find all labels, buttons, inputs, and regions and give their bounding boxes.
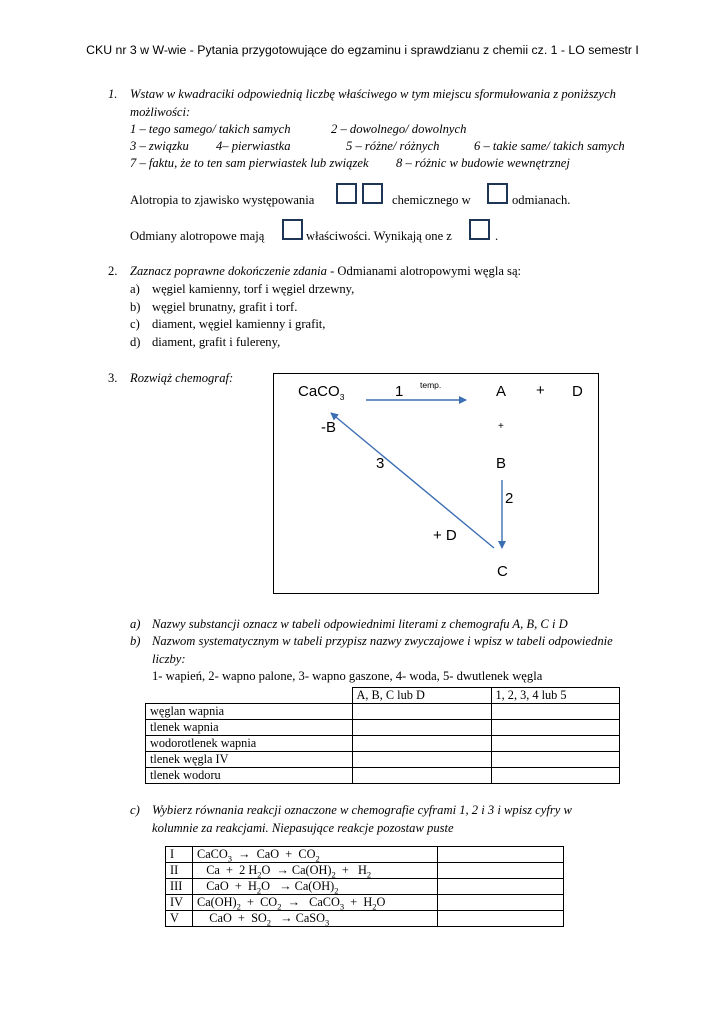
q2-prompt [130,264,521,279]
equation-text: → CaSO [271,911,326,925]
equation-subscript: 2 [366,869,372,880]
equation-text: Ca(OH) [197,895,237,909]
caco3-sub: 3 [339,392,345,402]
equation-subscript: 2 [334,885,339,896]
reaction-answer-cell[interactable] [438,847,564,863]
q2-number: 2. [108,264,118,278]
letter-cell[interactable] [352,720,491,736]
q1-option-3: 3 – związku [130,139,189,153]
q3c-text-line1: Wybierz równania reakcji oznaczone w chemografie cyframi 1, 2 i 3 i wpisz cyfry w [152,803,572,817]
q2-option-d-letter: d) [130,335,141,349]
equation-subscript: 3 [227,853,232,864]
q3b-text-line2: liczby: [152,652,186,666]
table-row-label: tlenek węgla IV [146,752,353,768]
caco3-label [298,383,344,400]
equation-subscript: 2 [266,917,272,928]
caco3-main: CaCO [298,383,340,400]
q3b-letter: b) [130,634,141,648]
q2-option-b: węgiel brunatny, grafit i torf. [152,300,298,314]
reaction-answer-cell[interactable] [438,895,564,911]
table-row [146,720,620,736]
table-header-numbers: 1, 2, 3, 4 lub 5 [491,688,619,704]
equation-subscript: 2 [277,901,282,912]
q2-option-d: diament, grafit i fulereny, [152,335,281,349]
letter-cell[interactable] [352,736,491,752]
page-header: CKU nr 3 w W-wie - Pytania przygotowujące do egzaminu i sprawdzianu z chemii cz. 1 - LO semestr I [86,43,639,57]
table-row [146,752,620,768]
reaction-equation [193,911,438,927]
reaction-row [166,895,564,911]
q1-option-1: 1 – tego samego/ takich samych [130,122,291,136]
q2-option-b-letter: b) [130,300,141,314]
table-row [146,736,620,752]
reaction-row [166,879,564,895]
number-cell[interactable] [491,752,619,768]
table-row [146,768,620,784]
table-header-blank [146,688,353,704]
equation-text: + H [335,863,367,877]
number-cell[interactable] [491,768,619,784]
equation-text: Ca + 2 H [197,863,258,877]
number-cell[interactable] [491,720,619,736]
equation-text: CaO + H [197,879,257,893]
q2-prompt-rest: - Odmianami alotropowymi węgla są: [326,264,522,278]
table-row [146,704,620,720]
reaction-row [166,911,564,927]
reactions-table [165,846,564,927]
answer-box-3[interactable] [487,183,508,204]
equation-subscript: 2 [331,869,336,880]
q1-option-8: 8 – różnic w budowie wewnętrznej [396,156,570,170]
answer-box-1[interactable] [336,183,357,204]
q1-option-6: 6 – takie same/ takich samych [474,139,625,153]
reaction-answer-cell[interactable] [438,911,564,927]
reaction-number: IV [166,895,193,911]
q1-number: 1. [108,87,118,101]
table-header-letters: A, B, C lub D [352,688,491,704]
substance-c: C [497,563,508,580]
q1-option-7: 7 – faktu, że to ten sam pierwiastek lub związek [130,156,369,170]
equation-subscript: 2 [315,853,320,864]
chemograph-arrows [274,374,598,593]
q1-sentence2-part3: . [495,229,499,243]
temp-label: temp. [420,380,442,390]
reaction-equation [193,863,438,879]
substances-table [145,687,620,784]
q1-sentence1-part1: Alotropia to zjawisko występowania [130,193,315,207]
equation-text: + CO [240,895,278,909]
small-plus: + [498,421,504,432]
letter-cell[interactable] [352,768,491,784]
q2-option-c: diament, węgiel kamienny i grafit, [152,317,326,331]
reaction-row [166,847,564,863]
table-header-row [146,688,620,704]
reaction-number: II [166,863,193,879]
arrow-3 [331,413,494,548]
chemograph-box [273,373,599,594]
number-cell[interactable] [491,704,619,720]
plus-sign: + [536,382,545,399]
q3c-letter: c) [130,803,140,817]
number-cell[interactable] [491,736,619,752]
equation-subscript: 2 [372,901,377,912]
substance-b: B [496,455,507,472]
equation-text: CaO + SO [197,911,267,925]
table-row-label: wodorotlenek wapnia [146,736,353,752]
product-d: D [572,383,583,400]
letter-cell[interactable] [352,704,491,720]
q1-prompt-line2: możliwości: [130,105,191,119]
q2-option-c-letter: c) [130,317,140,331]
table-row-label: węglan wapnia [146,704,353,720]
equation-subscript: 2 [236,901,241,912]
q3b-text-line1: Nazwom systematycznym w tabeli przypisz nazwy zwyczajowe i wpisz w tabeli odpowiednie [152,634,613,648]
equation-subscript: 3 [325,917,330,928]
table-row-label: tlenek wodoru [146,768,353,784]
q3-prompt: Rozwiąż chemograf: [130,371,234,385]
equation-text: O → Ca(OH) [261,879,335,893]
q1-option-5: 5 – różne/ różnych [346,139,440,153]
q2-prompt-italic: Zaznacz poprawne dokończenie zdania [130,264,327,278]
q3a-text: Nazwy substancji oznacz w tabeli odpowiednimi literami z chemografu A, B, C i D [152,617,568,631]
reaction-number: I [166,847,193,863]
minus-b-label: -B [321,419,336,436]
q3c-text-line2: kolumnie za reakcjami. Niepasujące reakcje pozostaw puste [152,821,454,835]
plus-d-label: + D [433,527,457,544]
reaction-equation [193,847,438,863]
equation-text: O [376,895,386,909]
reaction-answer-cell[interactable] [438,863,564,879]
q2-option-a: węgiel kamienny, torf i węgiel drzewny, [152,282,355,296]
equation-subscript: 2 [256,885,262,896]
arrow-3-label: 3 [376,455,385,472]
reaction-equation [193,895,438,911]
q1-sentence2-part1: Odmiany alotropowe mają [130,229,265,243]
reaction-number: III [166,879,193,895]
arrow-2-label: 2 [505,490,514,507]
q1-sentence2-part2: właściwości. Wynikają one z [306,229,452,243]
table-row-label: tlenek wapnia [146,720,353,736]
equation-text: O → Ca(OH) [261,863,332,877]
reaction-equation [193,879,438,895]
equation-subscript: 2 [257,869,262,880]
equation-subscript: 3 [339,901,345,912]
q3-number: 3. [108,371,118,385]
arrow-1-label: 1 [395,383,404,400]
equation-text: → CaO + CO [232,847,316,861]
q1-option-2: 2 – dowolnego/ dowolnych [331,122,467,136]
equation-text: + H [344,895,373,909]
q3b-numbers: 1- wapień, 2- wapno palone, 3- wapno gaszone, 4- woda, 5- dwutlenek węgla [152,669,543,683]
reaction-row [166,863,564,879]
q1-prompt-line1: Wstaw w kwadraciki odpowiednią liczbę właściwego w tym miejscu sformułowania z poniższych [130,87,616,101]
product-a: A [496,383,507,400]
q3a-letter: a) [130,617,141,631]
equation-text: CaCO [197,847,228,861]
reaction-number: V [166,911,193,927]
answer-box-5[interactable] [469,219,490,240]
letter-cell[interactable] [352,752,491,768]
q1-sentence1-part2: chemicznego w [392,193,471,207]
reaction-answer-cell[interactable] [438,879,564,895]
q1-sentence1-part3: odmianach. [512,193,571,207]
answer-box-4[interactable] [282,219,303,240]
q1-option-4: 4– pierwiastka [216,139,291,153]
equation-text: → CaCO [281,895,340,909]
answer-box-2[interactable] [362,183,383,204]
q2-option-a-letter: a) [130,282,140,296]
